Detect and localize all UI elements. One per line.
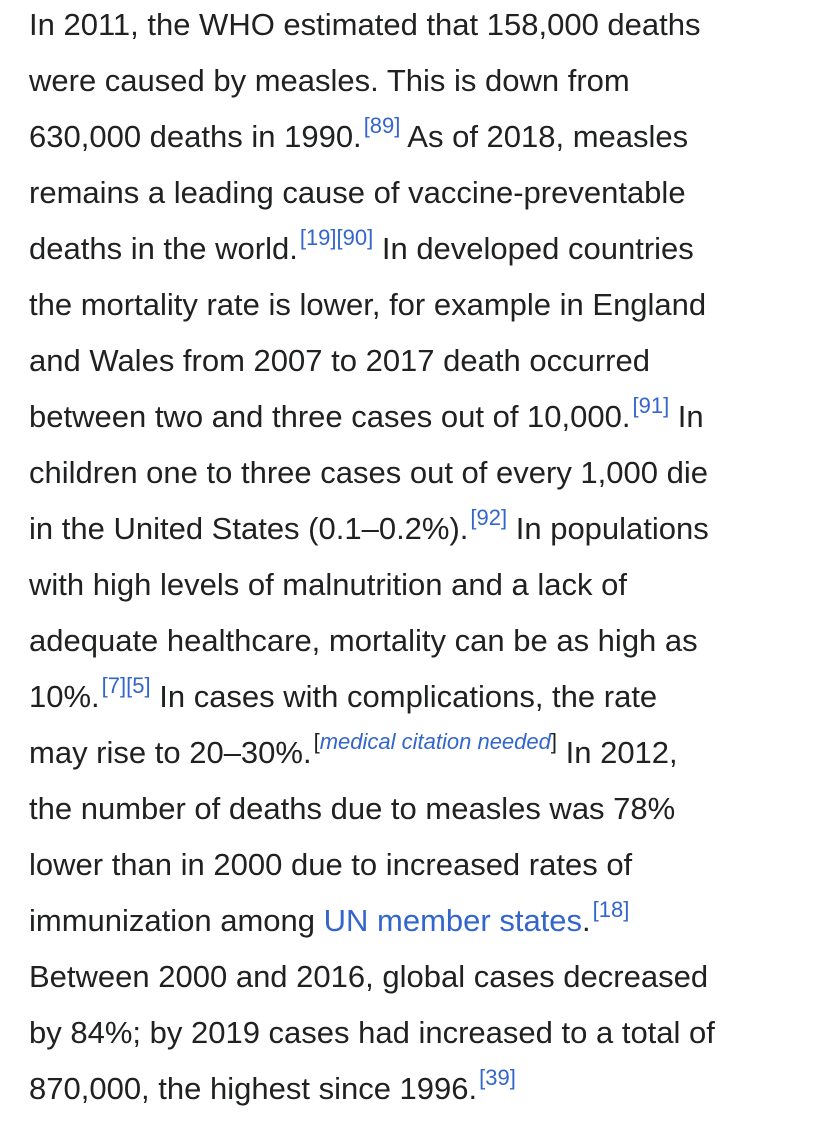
paragraph-text: 10%. (29, 679, 100, 714)
bracket-close: ] (550, 729, 557, 754)
paragraph-text: lower than in 2000 due to increased rates of (29, 847, 633, 882)
paragraph-text: immunization among (29, 903, 324, 938)
paragraph-text: In developed countries (373, 231, 694, 266)
paragraph-text: As of 2018, measles (400, 119, 689, 154)
paragraph-text: 630,000 deaths in 1990. (29, 119, 362, 154)
paragraph-text: 870,000, the highest since 1996. (29, 1071, 478, 1106)
paragraph-text: adequate healthcare, mortality can be as high as (29, 623, 698, 658)
paragraph-text: remains a leading cause of vaccine-preventable (29, 175, 686, 210)
citation-18-link[interactable]: [18] (592, 897, 630, 922)
text-line (29, 1005, 799, 1061)
paragraph-text: In 2011, the WHO estimated that 158,000 deaths (29, 7, 701, 42)
citation-89-link[interactable]: [89] (363, 113, 401, 138)
text-line (29, 333, 799, 389)
citation-7-link[interactable]: [7] (101, 673, 127, 698)
text-line (29, 893, 799, 949)
paragraph-text: the mortality rate is lower, for example in England (29, 287, 707, 322)
text-line (29, 669, 799, 725)
paragraph-text: In populations (507, 511, 709, 546)
paragraph-text: In cases with complications, the rate (150, 679, 658, 714)
citation-91-link[interactable]: [91] (632, 393, 670, 418)
text-line (29, 1061, 799, 1117)
citation-needed-link[interactable]: medical citation needed (319, 729, 551, 754)
paragraph-text: may rise to 20–30%. (29, 735, 312, 770)
citation-19-link[interactable]: [19] (299, 225, 337, 250)
text-line (29, 109, 799, 165)
paragraph-text: deaths in the world. (29, 231, 298, 266)
paragraph-text: between two and three cases out of 10,000. (29, 399, 631, 434)
text-line (29, 501, 799, 557)
citation-needed-tag (314, 729, 557, 754)
text-line (29, 725, 799, 781)
text-line (29, 221, 799, 277)
paragraph-text: and Wales from 2007 to 2017 death occurred (29, 343, 650, 378)
text-line (29, 445, 799, 501)
citation-5-link[interactable]: [5] (126, 673, 151, 698)
paragraph-text: Between 2000 and 2016, global cases decreased (29, 959, 709, 994)
text-line (29, 557, 799, 613)
text-line (29, 0, 799, 53)
paragraph-text: by 84%; by 2019 cases had increased to a total of (29, 1015, 715, 1050)
text-line (29, 613, 799, 669)
text-line (29, 389, 799, 445)
citation-92-link[interactable]: [92] (470, 505, 508, 530)
un-member-states-link[interactable]: UN member states (323, 903, 583, 938)
paragraph-text: with high levels of malnutrition and a lack of (29, 567, 627, 602)
bracket-open: [ (313, 729, 320, 754)
paragraph-text: In 2012, (557, 735, 678, 770)
article-paragraph (29, 0, 799, 1120)
paragraph-text: were caused by measles. This is down from (29, 63, 630, 98)
citation-90-link[interactable]: [90] (336, 225, 374, 250)
text-line (29, 277, 799, 333)
text-line (29, 781, 799, 837)
paragraph-text: . (582, 903, 591, 938)
paragraph-text: children one to three cases out of every 1,000 die (29, 455, 708, 490)
text-line (29, 949, 799, 1005)
text-line (29, 837, 799, 893)
paragraph-text: In (669, 399, 704, 434)
citation-39-link[interactable]: [39] (479, 1065, 516, 1090)
text-line (29, 165, 799, 221)
paragraph-text: in the United States (0.1–0.2%). (29, 511, 469, 546)
text-line (29, 53, 799, 109)
paragraph-text: the number of deaths due to measles was 78% (29, 791, 676, 826)
